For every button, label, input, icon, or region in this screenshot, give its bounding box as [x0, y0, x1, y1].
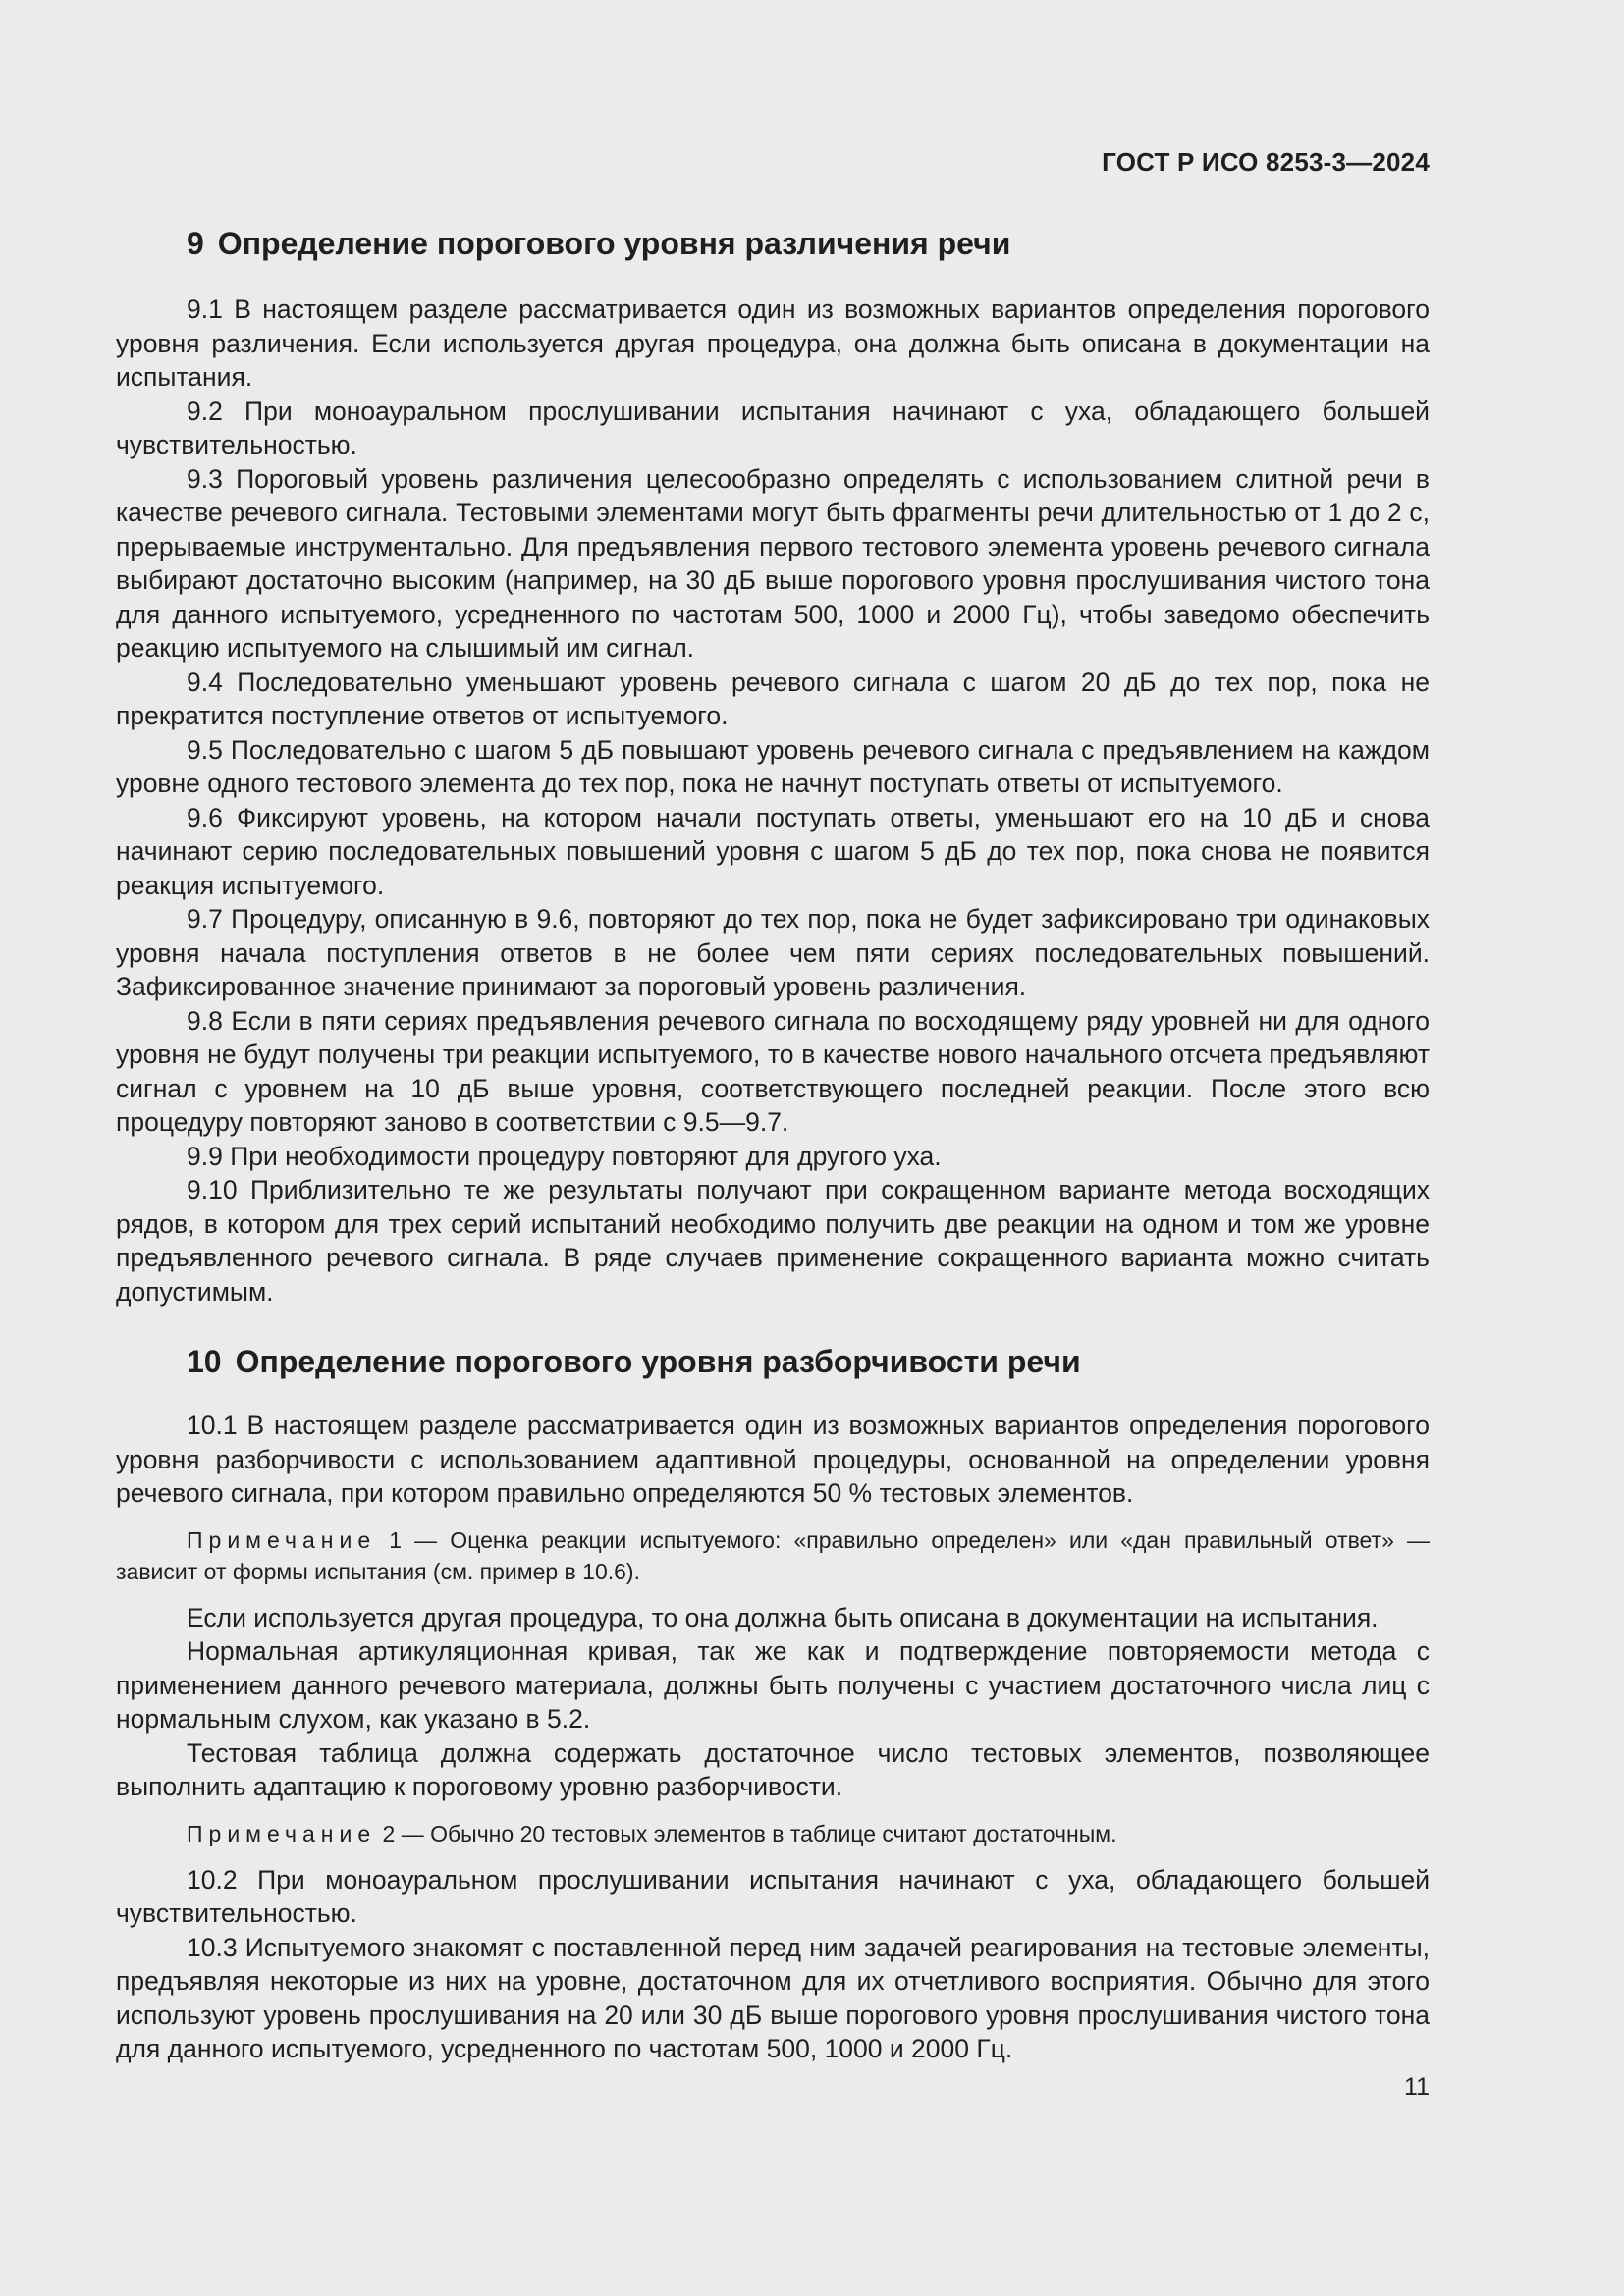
standard-designation: ГОСТ Р ИСО 8253-3—2024 — [1102, 147, 1430, 177]
note-2-label: Примечание — [187, 1820, 377, 1846]
section-9-title: Определение порогового уровня различения речи — [217, 226, 1011, 261]
page-number: 11 — [1404, 2073, 1430, 2101]
paragraph-9-10: 9.10 Приблизительно те же результаты получают при сокращенном варианте метода восходящих рядов, в котором для трех серий испытаний необходимо получить две реакции на одном и том же уровне предъявленного речевого сигнала. В ряде случаев применение сокращенного варианта можно считать допустимым. — [116, 1175, 1430, 1307]
section-10-heading — [116, 1338, 1430, 1385]
section-10-number: 10 — [187, 1344, 222, 1379]
paragraph-9-3: 9.3 Пороговый уровень различения целесообразно определять с использованием слитной речи в качестве речевого сигнала. Тестовыми элементами могут быть фрагменты речи длительностью от 1 до 2 с, прерываемые инструментально. Для предъявления первого тестового элемента уровень речевого сигнала выбирают достаточно высоким (например, на 30 дБ выше порогового уровня прослушивания чистого тона для данного испытуемого, усредненного по частотам 500, 1000 и 2000 Гц), чтобы заведомо обеспечить реакцию испытуемого на слышимый им сигнал. — [116, 463, 1430, 663]
section-10-title: Определение порогового уровня разборчивости речи — [235, 1344, 1081, 1379]
note-1 — [116, 1524, 1430, 1587]
paragraph-10-2: 10.2 При моноауральном прослушивании испытания начинают с уха, обладающего большей чувствительностью. — [116, 1864, 1430, 1928]
note-2-text: 2 — Обычно 20 тестовых элементов в таблице считают достаточным. — [376, 1820, 1117, 1846]
document-page — [116, 0, 1430, 2296]
paragraph-9-2: 9.2 При моноауральном прослушивании испытания начинают с уха, обладающего большей чувствительностью. — [116, 396, 1430, 459]
section-9-heading — [116, 220, 1430, 267]
paragraph-9-9: 9.9 При необходимости процедуру повторяют для другого уха. — [187, 1141, 942, 1171]
paragraph-9-5: 9.5 Последовательно с шагом 5 дБ повышают уровень речевого сигнала с предъявлением на каждом уровне одного тестового элемента до тех пор, пока не начнут поступать ответы от испытуемого. — [116, 734, 1430, 798]
page-content — [116, 220, 1430, 2066]
note-1-label: Примечание — [187, 1526, 377, 1553]
paragraph-10-1: 10.1 В настоящем разделе рассматривается один из возможных вариантов определения порогового уровня разборчивости с использованием адаптивной процедуры, основанной на определении уровня речевого сигнала, при котором правильно определяются 50 % тестовых элементов. — [116, 1411, 1430, 1508]
note-1-text: 1 — Оценка реакции испытуемого: «правильно определен» или «дан правильный ответ» — зависит от формы испытания (см. пример в 10.6). — [116, 1526, 1430, 1584]
paragraph-10-3: 10.3 Испытуемого знакомят с поставленной перед ним задачей реагирования на тестовые элементы, предъявляя некоторые из них на уровне, достаточном для их отчетливого восприятия. Обычно для этого используют уровень прослушивания на 20 или 30 дБ выше порогового уровня прослушивания чистого тона для данного испытуемого, усредненного по частотам 500, 1000 и 2000 Гц. — [116, 1932, 1430, 2063]
paragraph-9-6: 9.6 Фиксируют уровень, на котором начали поступать ответы, уменьшают его на 10 дБ и снова начинают серию последовательных повышений уровня с шагом 5 дБ до тех пор, пока снова не появится реакция испытуемого. — [116, 802, 1430, 900]
section-9-number: 9 — [187, 226, 204, 261]
paragraph-9-8: 9.8 Если в пяти сериях предъявления речевого сигнала по восходящему ряду уровней ни для одного уровня не будут получены три реакции испытуемого, то в качестве нового начального отсчета предъявляют сигнал с уровнем на 10 дБ выше уровня, соответствующего последней реакции. После этого всю процедуру повторяют заново в соответствии с 9.5—9.7. — [116, 1005, 1430, 1137]
paragraph-10-1-procedure: Если используется другая процедура, то она должна быть описана в документации на испытания. — [187, 1602, 1379, 1632]
paragraph-9-4: 9.4 Последовательно уменьшают уровень речевого сигнала с шагом 20 дБ до тех пор, пока не прекратится поступление ответов от испытуемого. — [116, 667, 1430, 730]
paragraph-10-1-curve: Нормальная артикуляционная кривая, так же как и подтверждение повторяемости метода с применением данного речевого материала, должны быть получены с участием достаточного числа лиц с нормальным слухом, как указано в 5.2. — [116, 1636, 1430, 1734]
note-2 — [116, 1818, 1430, 1849]
paragraph-10-1-table: Тестовая таблица должна содержать достаточное число тестовых элементов, позволяющее выполнить адаптацию к пороговому уровню разборчивости. — [116, 1737, 1430, 1801]
paragraph-9-7: 9.7 Процедуру, описанную в 9.6, повторяют до тех пор, пока не будет зафиксировано три одинаковых уровня начала поступления ответов в не более чем пяти сериях последовательных повышений. Зафиксированное значение принимают за пороговый уровень различения. — [116, 904, 1430, 1001]
paragraph-9-1: 9.1 В настоящем разделе рассматривается один из возможных вариантов определения порогового уровня различения. Если используется другая процедура, она должна быть описана в документации на испытания. — [116, 294, 1430, 392]
